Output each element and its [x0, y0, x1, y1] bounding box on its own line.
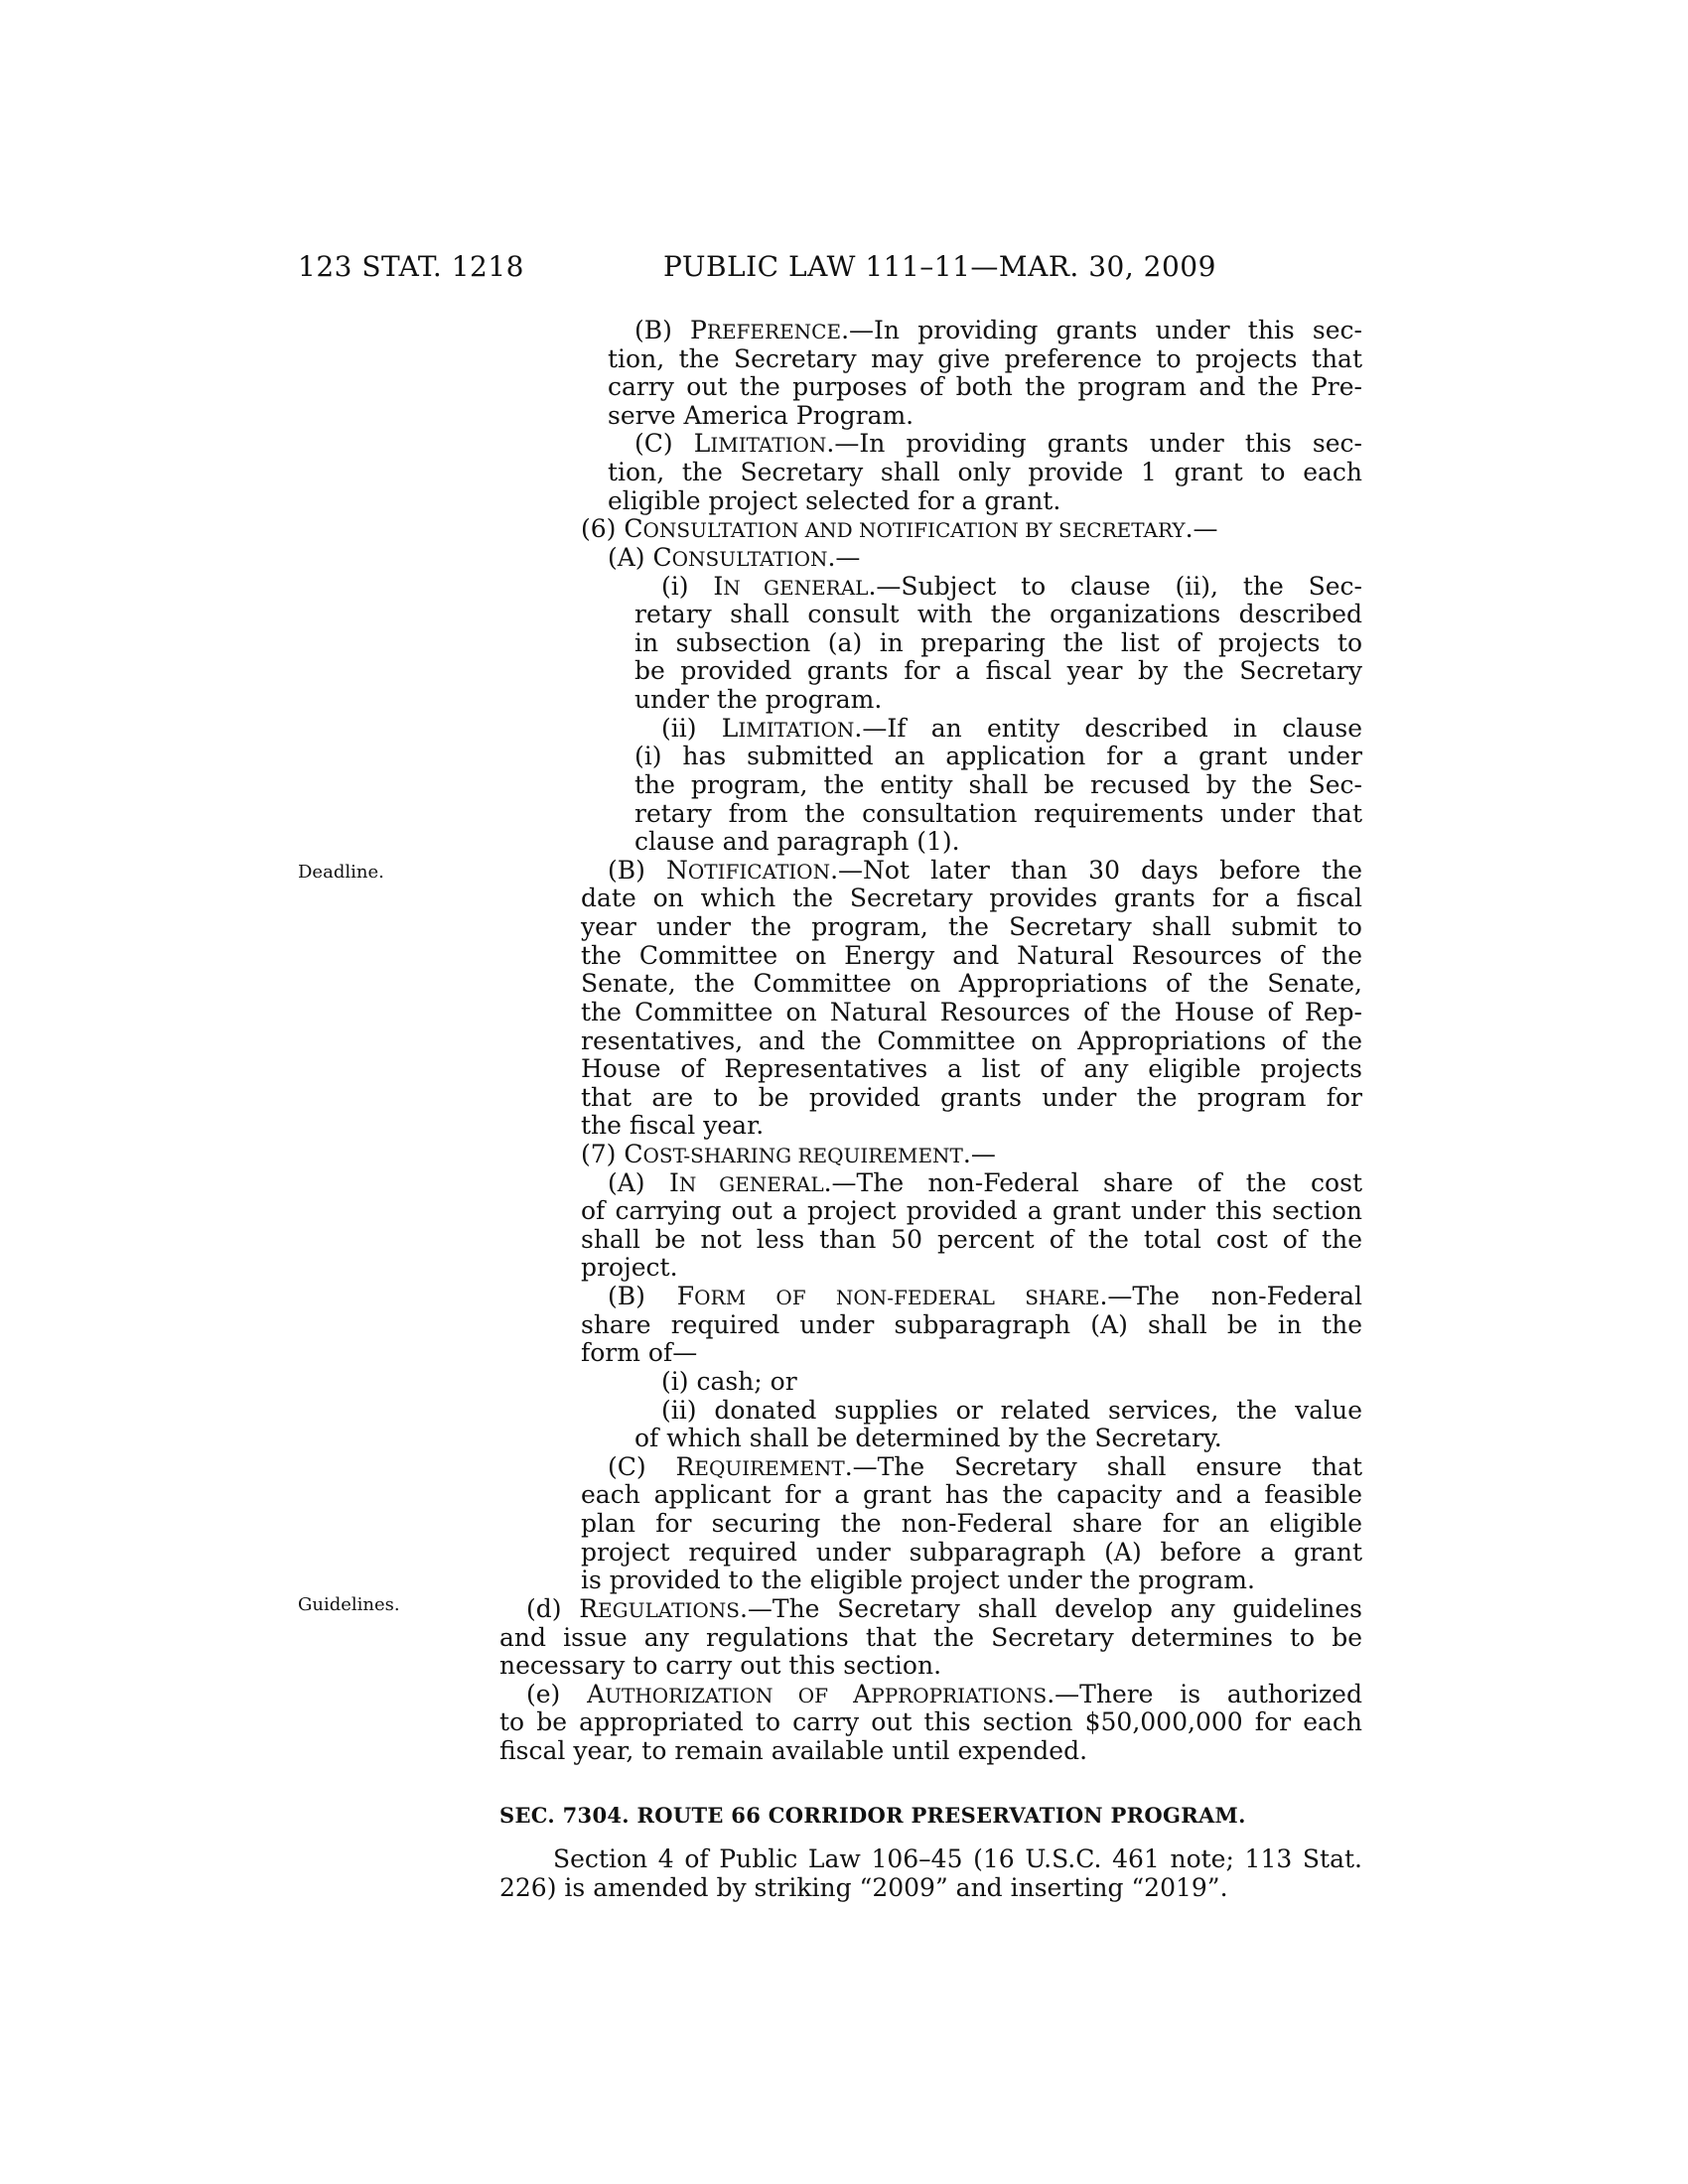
text-line: eligible project selected for a grant. — [608, 485, 1061, 515]
text-line: Senate, the Committee on Appropriations of the Senate, — [581, 969, 1362, 999]
text-line: to be appropriated to carry out this section $50,000,000 for each — [499, 1707, 1362, 1737]
text-line: (i) cash; or — [661, 1366, 797, 1396]
text-line: House of Representatives a list of any eligible projects — [581, 1054, 1362, 1084]
text-line: share required under subparagraph (A) shall be in the — [581, 1309, 1362, 1339]
text-line: form of— — [581, 1338, 698, 1368]
text-line: (B) PREFERENCE.—In providing grants under this sec- — [634, 316, 1362, 344]
text-line: retary shall consult with the organizations described — [634, 600, 1362, 629]
text-line: shall be not less than 50 percent of the total cost of the — [581, 1224, 1362, 1254]
text-line: tion, the Secretary shall only provide 1 grant to each — [608, 458, 1362, 487]
text-line: the Committee on Natural Resources of the House of Rep- — [581, 997, 1362, 1026]
text-line: project required under subparagraph (A) before a grant — [581, 1537, 1362, 1567]
text-line: (6) CONSULTATION AND NOTIFICATION BY SECRETARY.— — [581, 514, 1218, 544]
section-body-line: 226) is amended by striking “2009” and inserting “2019”. — [499, 1873, 1228, 1902]
text-line: carry out the purposes of both the program and the Pre- — [608, 372, 1362, 402]
text-line: (7) COST-SHARING REQUIREMENT.— — [581, 1139, 996, 1168]
text-line: (B) FORM OF NON-FEDERAL SHARE.—The non-Federal — [608, 1282, 1363, 1311]
text-line: (C) REQUIREMENT.—The Secretary shall ensure that — [608, 1451, 1362, 1481]
text-line: year under the program, the Secretary shall submit to — [581, 912, 1362, 942]
text-line: the Committee on Energy and Natural Resources of the — [581, 940, 1362, 970]
text-line: (ii) LIMITATION.—If an entity described in clause — [661, 713, 1363, 743]
stat-citation: 123 STAT. 1218 — [298, 250, 524, 283]
law-title: PUBLIC LAW 111–11—MAR. 30, 2009 — [663, 250, 1216, 283]
text-line: necessary to carry out this section. — [499, 1651, 942, 1681]
text-line: the fiscal year. — [581, 1111, 765, 1141]
text-line: (B) NOTIFICATION.—Not later than 30 days before the — [608, 855, 1362, 885]
text-line: of which shall be determined by the Secretary. — [634, 1424, 1222, 1453]
text-line: and issue any regulations that the Secretary determines to be — [499, 1622, 1362, 1652]
margin-note-guidelines: Guidelines. — [298, 1594, 400, 1615]
page-header — [0, 250, 1688, 290]
text-line: retary from the consultation requirements under that — [634, 798, 1362, 828]
text-line: plan for securing the non-Federal share for an eligible — [581, 1509, 1362, 1539]
text-line: (ii) donated supplies or related services, the value — [661, 1395, 1362, 1425]
text-line: that are to be provided grants under the program for — [581, 1082, 1362, 1112]
margin-note-deadline: Deadline. — [298, 862, 384, 883]
text-line: tion, the Secretary may give preference to projects that — [608, 343, 1362, 373]
text-line: (C) LIMITATION.—In providing grants under this sec- — [634, 429, 1363, 459]
text-line: project. — [581, 1253, 678, 1283]
text-line: the program, the entity shall be recused by the Sec- — [634, 769, 1362, 799]
text-line: of carrying out a project provided a grant under this section — [581, 1196, 1362, 1226]
section-body-line: Section 4 of Public Law 106–45 (16 U.S.C. 461 note; 113 Stat. — [553, 1844, 1362, 1873]
text-line: is provided to the eligible project under the program. — [581, 1566, 1255, 1595]
text-line: (d) REGULATIONS.—The Secretary shall develop any guidelines — [526, 1593, 1362, 1623]
text-line: serve America Program. — [608, 400, 914, 430]
text-line: date on which the Secretary provides grants for a fiscal — [581, 884, 1362, 913]
text-line: clause and paragraph (1). — [634, 827, 960, 857]
text-line: (i) IN GENERAL.—Subject to clause (ii), the Sec- — [661, 571, 1362, 601]
text-line: (i) has submitted an application for a grant under — [634, 742, 1362, 771]
text-line: (e) AUTHORIZATION OF APPROPRIATIONS.—There is authorized — [526, 1679, 1362, 1708]
text-line: under the program. — [634, 685, 883, 715]
text-line: (A) CONSULTATION.— — [608, 542, 861, 572]
text-line: (A) IN GENERAL.—The non-Federal share of the cost — [608, 1167, 1362, 1197]
text-line: be provided grants for a fiscal year by the Secretary — [634, 656, 1362, 686]
text-line: fiscal year, to remain available until expended. — [499, 1736, 1088, 1765]
text-line: resentatives, and the Committee on Appropriations of the — [581, 1025, 1362, 1055]
section-heading: SEC. 7304. ROUTE 66 CORRIDOR PRESERVATION PROGRAM. — [499, 1803, 1246, 1828]
text-line: each applicant for a grant has the capacity and a feasible — [581, 1480, 1362, 1510]
text-line: in subsection (a) in preparing the list of projects to — [634, 627, 1362, 657]
